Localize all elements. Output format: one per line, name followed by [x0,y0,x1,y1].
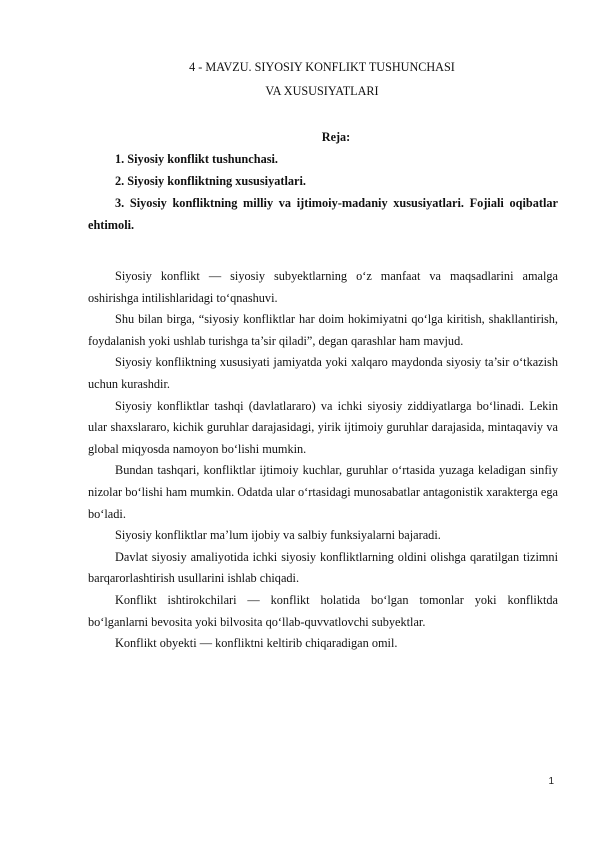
title-line-2: VA XUSUSIYATLARI [265,84,379,98]
plan-heading: Reja: [321,130,351,144]
paragraph-5: Bundan tashqari, konfliktlar ijtimoiy kuchlar, guruhlar o‘rtasida yuzaga keladigan sinfiy nizolar bo‘lishi ham mumkin. Odatda ular o‘rtasidagi munosabatlar antagonistik xarakterga ega bo‘ladi. [88,463,558,521]
paragraph-7: Davlat siyosiy amaliyotida ichki siyosiy konfliktlarning oldini olishga qaratilgan tizimni barqarorlashtirish usullarini ishlab chiqadi. [88,549,558,586]
paragraph-1: Siyosiy konflikt — siyosiy subyektlarning o‘z manfaat va maqsadlarini amalga oshirishga intilishlaridagi to‘qnashuvi. [88,269,558,305]
title-line-1: 4 - MAVZU. SIYOSIY KONFLIKT TUSHUNCHASI [189,60,455,74]
page-number: 1 [548,776,554,787]
plan-item-1: 1. Siyosiy konflikt tushunchasi. [115,152,278,166]
paragraph-3: Siyosiy konfliktning xususiyati jamiyatda yoki xalqaro maydonda siyosiy ta’sir o‘tkazish uchun kurashdir. [88,355,558,391]
body-text [88,266,558,655]
page-title [88,58,556,100]
paragraph-4: Siyosiy konfliktlar tashqi (davlatlararo) va ichki siyosiy ziddiyatlarga bo‘linadi. Lekin ular shaxslararo, kichik guruhlar darajasidagi, yirik ijtimoiy guruhlar darajasida, mintaqaviy va global miqyosda namoyon bo‘lishi mumkin. [88,398,558,456]
plan-list [88,148,558,236]
paragraph-6: Siyosiy konfliktlar ma’lum ijobiy va salbiy funksiyalarni bajaradi. [115,528,441,543]
paragraph-8: Konflikt ishtirokchilari — konflikt holatida bo‘lgan tomonlar yoki konfliktda bo‘lganlarni bevosita yoki bilvosita qo‘llab-quvvatlovchi subyektlar. [88,592,558,629]
paragraph-2: Shu bilan birga, “siyosiy konfliktlar har doim hokimiyatni qo‘lga kiritish, shakllantirish, foydalanish yoki ushlab turishga ta’sir qiladi”, degan qarashlar ham mavjud. [88,312,558,348]
paragraph-9: Konflikt obyekti — konfliktni keltirib chiqaradigan omil. [115,636,398,651]
plan-item-3: 3. Siyosiy konfliktning milliy va ijtimoiy-madaniy xususiyatlari. Fojiali oqibatlar ehtimoli. [88,196,558,232]
plan-item-2: 2. Siyosiy konfliktning xususiyatlari. [115,174,306,188]
